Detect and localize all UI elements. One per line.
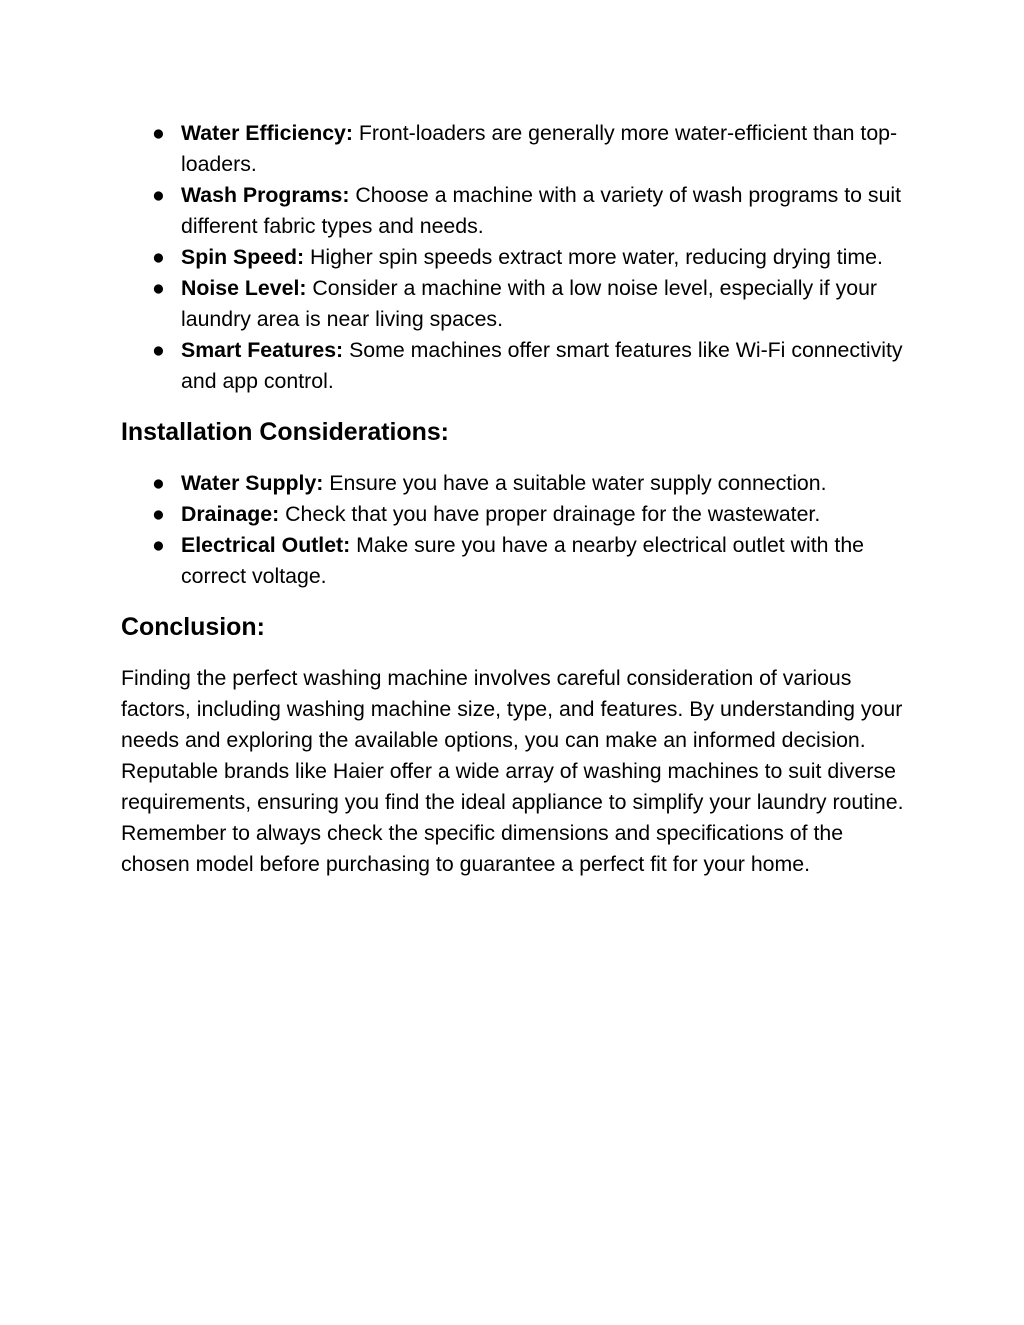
list-item xyxy=(121,273,911,335)
list-item-text: Some machines offer smart features like Wi-Fi connectivity and app control. xyxy=(181,338,903,393)
bullet-icon: ● xyxy=(152,471,165,495)
spacer xyxy=(121,643,911,663)
list-item xyxy=(121,499,911,530)
bullet-icon: ● xyxy=(152,338,165,362)
document-page xyxy=(121,118,911,880)
installation-heading: Installation Considerations: xyxy=(121,418,449,446)
list-item xyxy=(121,118,911,180)
list-item xyxy=(121,335,911,397)
spacer xyxy=(121,592,911,612)
bullet-icon: ● xyxy=(152,276,165,300)
list-item-text: Choose a machine with a variety of wash programs to suit different fabric types and needs. xyxy=(181,183,902,238)
bullet-icon: ● xyxy=(152,502,165,526)
list-item-text: Ensure you have a suitable water supply connection. xyxy=(323,471,827,495)
list-item-text: Check that you have proper drainage for the wastewater. xyxy=(279,502,821,526)
bullet-icon: ● xyxy=(152,245,165,269)
list-item xyxy=(121,242,911,273)
bullet-icon: ● xyxy=(152,183,165,207)
list-item xyxy=(121,468,911,499)
list-item-term: Electrical Outlet: xyxy=(181,533,351,557)
list-item-text: Consider a machine with a low noise level, especially if your laundry area is near living spaces. xyxy=(181,276,878,331)
spacer xyxy=(121,448,911,468)
conclusion-heading: Conclusion: xyxy=(121,613,265,641)
bullet-icon: ● xyxy=(152,533,165,557)
list-item-term: Water Efficiency: xyxy=(181,121,353,145)
list-item-text: Higher spin speeds extract more water, reducing drying time. xyxy=(304,245,883,269)
list-item-text: Front-loaders are generally more water-efficient than top-loaders. xyxy=(181,121,898,176)
conclusion-paragraph: Finding the perfect washing machine involves careful consideration of various factors, including washing machine size, type, and features. By understanding your needs and exploring the available options, you can make an informed decision. Reputable brands like Haier offer a wide array of washing machines to suit diverse requirements, ensuring you find the ideal appliance to simplify your laundry routine. Remember to always check the specific dimensions and specifications of the chosen model before purchasing to guarantee a perfect fit for your home. xyxy=(121,666,904,876)
list-item-term: Noise Level: xyxy=(181,276,307,300)
list-item-term: Smart Features: xyxy=(181,338,344,362)
list-item xyxy=(121,530,911,592)
list-item-term: Water Supply: xyxy=(181,471,324,495)
list-item xyxy=(121,180,911,242)
feature-list xyxy=(121,118,911,397)
bullet-icon: ● xyxy=(152,121,165,145)
spacer xyxy=(121,397,911,417)
installation-list xyxy=(121,468,911,592)
list-item-term: Drainage: xyxy=(181,502,280,526)
list-item-term: Wash Programs: xyxy=(181,183,350,207)
list-item-text: Make sure you have a nearby electrical outlet with the correct voltage. xyxy=(181,533,865,588)
list-item-term: Spin Speed: xyxy=(181,245,305,269)
